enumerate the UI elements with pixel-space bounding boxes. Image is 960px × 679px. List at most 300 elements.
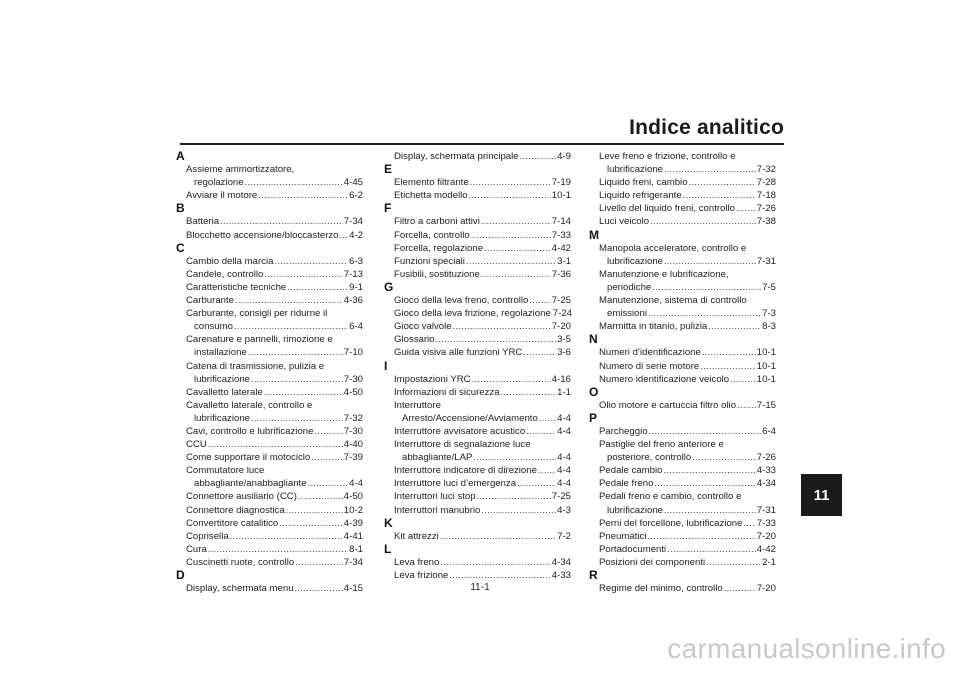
dot-leader — [736, 202, 756, 215]
entry-text: Come supportare il motociclo — [186, 452, 311, 464]
index-entry — [176, 294, 363, 307]
entry-page: 4-2 — [349, 229, 363, 241]
entry-page: 7-33 — [756, 517, 776, 529]
dot-leader — [234, 320, 348, 333]
entry-text: Display, schermata principale — [394, 151, 519, 162]
entry-page: 10-1 — [551, 190, 571, 202]
entry-page: 10-1 — [756, 373, 776, 385]
index-entry — [589, 373, 776, 386]
entry-text: Parcheggio — [599, 425, 648, 437]
index-entry — [176, 517, 363, 530]
dot-leader — [692, 451, 756, 464]
entry-text: Leva frizione — [394, 570, 449, 581]
index-letter: E — [384, 162, 393, 177]
entry-text: Gioco della leva freno, controllo — [394, 295, 529, 307]
dot-leader — [501, 386, 557, 399]
dot-leader — [274, 255, 348, 268]
index-entry — [589, 477, 776, 490]
dot-leader — [251, 412, 343, 425]
index-entry — [384, 255, 571, 268]
entry-text: Elemento filtrante — [394, 177, 469, 189]
entry-text: Numero identificazione veicolo — [599, 373, 730, 385]
entry-text: Kit attrezzi — [394, 530, 439, 542]
entry-text: Pneumatici — [599, 530, 647, 542]
index-entry — [589, 490, 776, 516]
entry-page: 7-10 — [343, 347, 363, 359]
entry-text: Pedali freno e cambio, controllo e — [599, 491, 742, 503]
dot-leader — [471, 229, 551, 242]
entry-page: 7-34 — [343, 556, 363, 568]
entry-text: Olio motore e cartuccia filtro olio — [599, 399, 737, 411]
entry-text: Fusibili, sostituzione — [394, 268, 480, 280]
entry-page: 7-26 — [756, 203, 776, 215]
page-number: 11-1 — [470, 582, 490, 593]
entry-page: 3-6 — [557, 347, 571, 359]
entry-text: emissioni — [607, 308, 647, 320]
dot-leader — [472, 373, 551, 386]
entry-text: Forcella, controllo — [394, 229, 470, 241]
index-entry — [589, 215, 776, 228]
dot-leader — [436, 333, 557, 346]
entry-page: 4-4 — [557, 478, 571, 490]
entry-text: lubrificazione — [607, 255, 663, 267]
entry-page: 6-4 — [349, 321, 363, 333]
index-entry — [176, 490, 363, 503]
index-entry — [176, 307, 363, 333]
dot-leader — [730, 373, 756, 386]
index-entry — [384, 556, 571, 569]
entry-text: Informazioni di sicurezza — [394, 386, 500, 398]
entry-page: 4-3 — [557, 504, 571, 516]
entry-text: Leva freno — [394, 556, 440, 568]
dot-leader — [314, 425, 342, 438]
index-entry — [384, 425, 571, 438]
index-entry — [384, 399, 571, 425]
index-letter: B — [176, 201, 185, 216]
entry-text: Manutenzione, sistema di controllo — [599, 295, 747, 307]
dot-leader — [538, 464, 556, 477]
entry-page: 4-33 — [756, 465, 776, 477]
index-entry — [384, 150, 571, 163]
entry-text: Cavalletto laterale — [186, 386, 263, 398]
dot-leader — [258, 189, 348, 202]
entry-page: 7-30 — [343, 425, 363, 437]
entry-text: Blocchetto accensione/bloccasterzo — [186, 229, 339, 241]
title-rule — [180, 143, 784, 145]
index-entry — [176, 229, 363, 242]
index-entry — [589, 242, 776, 268]
entry-page: 7-20 — [756, 583, 776, 595]
entry-page: 7-30 — [343, 373, 363, 385]
index-entry — [384, 294, 571, 307]
entry-text: posteriore, controllo — [607, 452, 692, 464]
entry-text: Pastiglie del freno anteriore e — [599, 439, 724, 451]
dot-leader — [652, 281, 761, 294]
entry-text: Perni del forcellone, lubrificazione — [599, 517, 743, 529]
index-entry — [384, 307, 571, 320]
dot-leader — [466, 255, 556, 268]
dot-leader — [311, 451, 343, 464]
entry-text: regolazione — [194, 177, 244, 189]
index-entry — [589, 202, 776, 215]
index-entry — [384, 176, 571, 189]
index-entry — [176, 255, 363, 268]
entry-text: Cavalletto laterale, controllo e — [186, 399, 313, 411]
entry-page: 4-4 — [557, 425, 571, 437]
dot-leader — [449, 569, 550, 582]
entry-page: 3-5 — [557, 334, 571, 346]
entry-page: 10-1 — [756, 347, 776, 359]
entry-text: Funzioni speciali — [394, 255, 465, 267]
dot-leader — [647, 530, 755, 543]
entry-text: Arresto/Accensione/Avviamento — [402, 412, 538, 424]
entry-text: Liquido refrigerante — [599, 190, 682, 202]
index-entry — [589, 189, 776, 202]
entry-text: Numeri d’identificazione — [599, 347, 701, 359]
dot-leader — [743, 517, 755, 530]
dot-leader — [708, 320, 761, 333]
entry-text: Carburante, consigli per ridurne il — [186, 308, 328, 320]
index-entry — [384, 215, 571, 228]
entry-text: Interruttore di segnalazione luce — [394, 439, 531, 451]
dot-leader — [298, 490, 343, 503]
index-entry — [384, 373, 571, 386]
entry-page: 7-31 — [756, 504, 776, 516]
dot-leader — [667, 543, 756, 556]
dot-leader — [702, 346, 756, 359]
dot-leader — [340, 229, 349, 242]
entry-text: Cura — [186, 543, 207, 555]
index-entry — [176, 464, 363, 490]
entry-text: Marmitta in titanio, pulizia — [599, 321, 708, 333]
entry-page: 7-39 — [343, 452, 363, 464]
dot-leader — [517, 477, 556, 490]
watermark: carmanualsonline.info — [667, 633, 946, 664]
index-entry — [176, 504, 363, 517]
index-entry — [384, 229, 571, 242]
index-entry — [589, 556, 776, 569]
entry-page: 10-1 — [756, 360, 776, 372]
index-entry — [176, 543, 363, 556]
index-entry — [384, 189, 571, 202]
entry-page: 7-13 — [343, 268, 363, 280]
entry-text: Cavi, controllo e lubrificazione — [186, 425, 314, 437]
index-entry — [589, 464, 776, 477]
entry-page: 7-20 — [756, 530, 776, 542]
index-entry — [176, 386, 363, 399]
entry-page: 7-19 — [551, 177, 571, 189]
dot-leader — [683, 189, 756, 202]
entry-page: 4-4 — [557, 412, 571, 424]
entry-text: lubrificazione — [194, 373, 250, 385]
entry-text: Caratteristiche tecniche — [186, 281, 287, 293]
entry-text: periodiche — [607, 281, 652, 293]
index-entry — [176, 399, 363, 425]
dot-leader — [230, 530, 343, 543]
entry-text: Interruttori manubrio — [394, 504, 481, 516]
entry-text: Candele, controllo — [186, 268, 264, 280]
entry-text: Pedale freno — [599, 478, 654, 490]
dot-leader — [470, 176, 551, 189]
entry-text: Portadocumenti — [599, 543, 667, 555]
entry-text: Livello del liquido freni, controllo — [599, 203, 735, 215]
dot-leader — [700, 360, 756, 373]
dot-leader — [469, 189, 551, 202]
dot-leader — [248, 346, 343, 359]
index-letter: A — [176, 149, 185, 163]
entry-text: Manutenzione e lubrificazione, — [599, 268, 729, 280]
entry-page: 7-32 — [343, 412, 363, 424]
index-letter: D — [176, 568, 185, 582]
index-letter: P — [589, 410, 598, 425]
entry-page: 7-31 — [756, 255, 776, 267]
entry-page: 7-32 — [756, 164, 776, 176]
entry-text: Forcella, regolazione — [394, 242, 484, 254]
dot-leader — [235, 294, 343, 307]
dot-leader — [523, 346, 556, 359]
index-entry — [384, 346, 571, 359]
entry-page: 9-1 — [349, 281, 363, 293]
dot-leader — [689, 176, 756, 189]
dot-leader — [706, 556, 761, 569]
dot-leader — [481, 268, 551, 281]
dot-leader — [295, 556, 343, 569]
index-entry — [589, 438, 776, 464]
entry-text: lubrificazione — [607, 164, 663, 176]
entry-page: 4-34 — [551, 556, 571, 568]
index-column-2 — [384, 150, 571, 582]
entry-page: 8-1 — [349, 543, 363, 555]
entry-text: Display, schermata menu — [186, 583, 294, 595]
index-entry — [384, 464, 571, 477]
dot-leader — [526, 425, 556, 438]
entry-page: 4-39 — [343, 517, 363, 529]
index-entry — [384, 438, 571, 464]
entry-text: Interruttore luci d’emergenza — [394, 478, 517, 490]
index-entry — [176, 333, 363, 359]
entry-page: 4-9 — [557, 151, 571, 162]
dot-leader — [664, 504, 756, 517]
entry-page: 7-5 — [762, 281, 776, 293]
entry-text: Filtro a carboni attivi — [394, 216, 480, 228]
entry-text: Pedale cambio — [599, 465, 663, 477]
index-entry — [589, 530, 776, 543]
index-entry — [384, 490, 571, 503]
index-entry — [176, 163, 363, 189]
index-entry — [384, 268, 571, 281]
entry-page: 6-2 — [349, 190, 363, 202]
entry-text: Liquido freni, cambio — [599, 177, 688, 189]
entry-text: Leve freno e frizione, controllo e — [599, 151, 736, 162]
dot-leader — [520, 150, 557, 163]
index-entry — [589, 399, 776, 412]
entry-text: Batteria — [186, 216, 220, 228]
entry-text: Glossario — [394, 334, 435, 346]
index-entry — [589, 425, 776, 438]
entry-page: 4-42 — [756, 543, 776, 555]
index-entry — [176, 425, 363, 438]
index-letter: K — [384, 515, 393, 530]
entry-page: 2-1 — [762, 556, 776, 568]
entry-page: 4-42 — [551, 242, 571, 254]
index-entry — [589, 346, 776, 359]
entry-text: Assieme ammortizzatore, — [186, 164, 295, 176]
entry-text: Cuscinetti ruote, controllo — [186, 556, 295, 568]
dot-leader — [440, 530, 556, 543]
entry-page: 7-20 — [551, 321, 571, 333]
entry-text: Gioco valvole — [394, 321, 452, 333]
entry-page: 4-34 — [756, 478, 776, 490]
entry-page: 7-38 — [756, 216, 776, 228]
entry-page: 7-33 — [551, 229, 571, 241]
dot-leader — [264, 268, 342, 281]
entry-page: 4-36 — [343, 295, 363, 307]
entry-page: 7-3 — [762, 308, 776, 320]
index-letter: L — [384, 541, 392, 556]
entry-text: Connettore ausiliario (CC) — [186, 491, 297, 503]
index-entry — [176, 281, 363, 294]
dot-leader — [308, 477, 349, 490]
index-entry — [384, 477, 571, 490]
entry-page: 7-25 — [551, 295, 571, 307]
dot-leader — [650, 215, 756, 228]
index-entry — [176, 215, 363, 228]
entry-text: Regime del minimo, controllo — [599, 583, 723, 595]
entry-text: Numero di serie motore — [599, 360, 700, 372]
index-entry — [384, 333, 571, 346]
dot-leader — [737, 399, 756, 412]
entry-text: Interruttore indicatore di direzione — [394, 465, 537, 477]
index-letter: O — [589, 384, 599, 399]
entry-page: 6-3 — [349, 255, 363, 267]
index-entry — [589, 320, 776, 333]
dot-leader — [264, 386, 343, 399]
entry-text: Impostazioni YRC — [394, 373, 471, 385]
page-title: Indice analitico — [629, 116, 784, 139]
dot-leader — [663, 464, 755, 477]
entry-page: 4-40 — [343, 439, 363, 451]
entry-text: Carenature e pannelli, rimozione e — [186, 334, 333, 346]
entry-text: abbagliante/LAP — [402, 452, 473, 464]
entry-page: 4-45 — [343, 177, 363, 189]
dot-leader — [481, 215, 551, 228]
index-entry — [589, 360, 776, 373]
index-entry — [589, 150, 776, 176]
entry-text: Interruttori luci stop — [394, 491, 476, 503]
entry-text: lubrificazione — [194, 412, 250, 424]
index-entry — [176, 451, 363, 464]
entry-page: 7-2 — [557, 530, 571, 542]
entry-page: 7-25 — [551, 491, 571, 503]
entry-text: Interruttore — [394, 399, 441, 411]
index-entry — [176, 189, 363, 202]
index-entry — [384, 569, 571, 582]
entry-page: 7-26 — [756, 452, 776, 464]
index-letter: F — [384, 201, 392, 216]
entry-page: 6-4 — [762, 425, 776, 437]
index-entry — [176, 360, 363, 386]
index-entry — [176, 530, 363, 543]
entry-page: 7-24 — [552, 308, 572, 320]
index-entry — [176, 268, 363, 281]
entry-text: Gioco della leva frizione, regolazione — [394, 308, 551, 320]
index-entry — [384, 504, 571, 517]
dot-leader — [477, 490, 551, 503]
entry-page: 10-2 — [343, 504, 363, 516]
dot-leader — [453, 320, 551, 333]
entry-text: Convertitore catalitico — [186, 517, 279, 529]
entry-text: consumo — [194, 321, 233, 333]
dot-leader — [664, 255, 756, 268]
index-letter: I — [384, 358, 388, 373]
entry-page: 4-4 — [557, 465, 571, 477]
entry-page: 4-4 — [557, 452, 571, 464]
index-entry — [589, 294, 776, 320]
dot-leader — [664, 163, 756, 176]
dot-leader — [440, 556, 550, 569]
entry-page: 7-14 — [551, 216, 571, 228]
entry-page: 7-34 — [343, 216, 363, 228]
entry-page: 4-50 — [343, 491, 363, 503]
index-entry — [176, 438, 363, 451]
entry-text: Commutatore luce — [186, 465, 265, 477]
entry-page: 7-36 — [551, 268, 571, 280]
index-letter: M — [589, 227, 599, 242]
index-entry — [589, 543, 776, 556]
dot-leader — [539, 412, 556, 425]
index-entry — [176, 556, 363, 569]
dot-leader — [287, 281, 348, 294]
entry-text: installazione — [194, 347, 247, 359]
index-letter: G — [384, 279, 394, 294]
dot-leader — [251, 373, 343, 386]
entry-text: Cambio della marcia — [186, 255, 274, 267]
entry-text: Connettore diagnostica — [186, 504, 285, 516]
index-entry — [384, 242, 571, 255]
dot-leader — [279, 517, 343, 530]
index-column-1 — [176, 150, 363, 595]
dot-leader — [208, 438, 343, 451]
entry-text: abbagliante/anabbagliante — [194, 478, 307, 490]
entry-text: Posizioni dei componenti — [599, 556, 706, 568]
entry-page: 4-50 — [343, 386, 363, 398]
entry-text: Luci veicolo — [599, 216, 650, 228]
index-entry — [589, 268, 776, 294]
entry-page: 3-1 — [557, 255, 571, 267]
entry-text: Etichetta modello — [394, 190, 468, 202]
dot-leader — [208, 543, 348, 556]
index-entry — [384, 530, 571, 543]
dot-leader — [484, 242, 551, 255]
dot-leader — [473, 451, 556, 464]
entry-page: 7-15 — [756, 399, 776, 411]
index-entry — [384, 386, 571, 399]
entry-page: 4-4 — [349, 478, 363, 490]
entry-page: 7-28 — [756, 177, 776, 189]
chapter-tab: 11 — [801, 474, 842, 516]
dot-leader — [245, 176, 343, 189]
entry-text: Avviare il motore — [186, 190, 258, 202]
dot-leader — [654, 477, 755, 490]
entry-page: 1-1 — [557, 386, 571, 398]
dot-leader — [220, 215, 343, 228]
entry-text: Carburante — [186, 295, 234, 307]
entry-page: 7-18 — [756, 190, 776, 202]
dot-leader — [286, 504, 343, 517]
entry-text: lubrificazione — [607, 504, 663, 516]
entry-text: Catena di trasmissione, pulizia e — [186, 360, 325, 372]
index-entry — [384, 320, 571, 333]
